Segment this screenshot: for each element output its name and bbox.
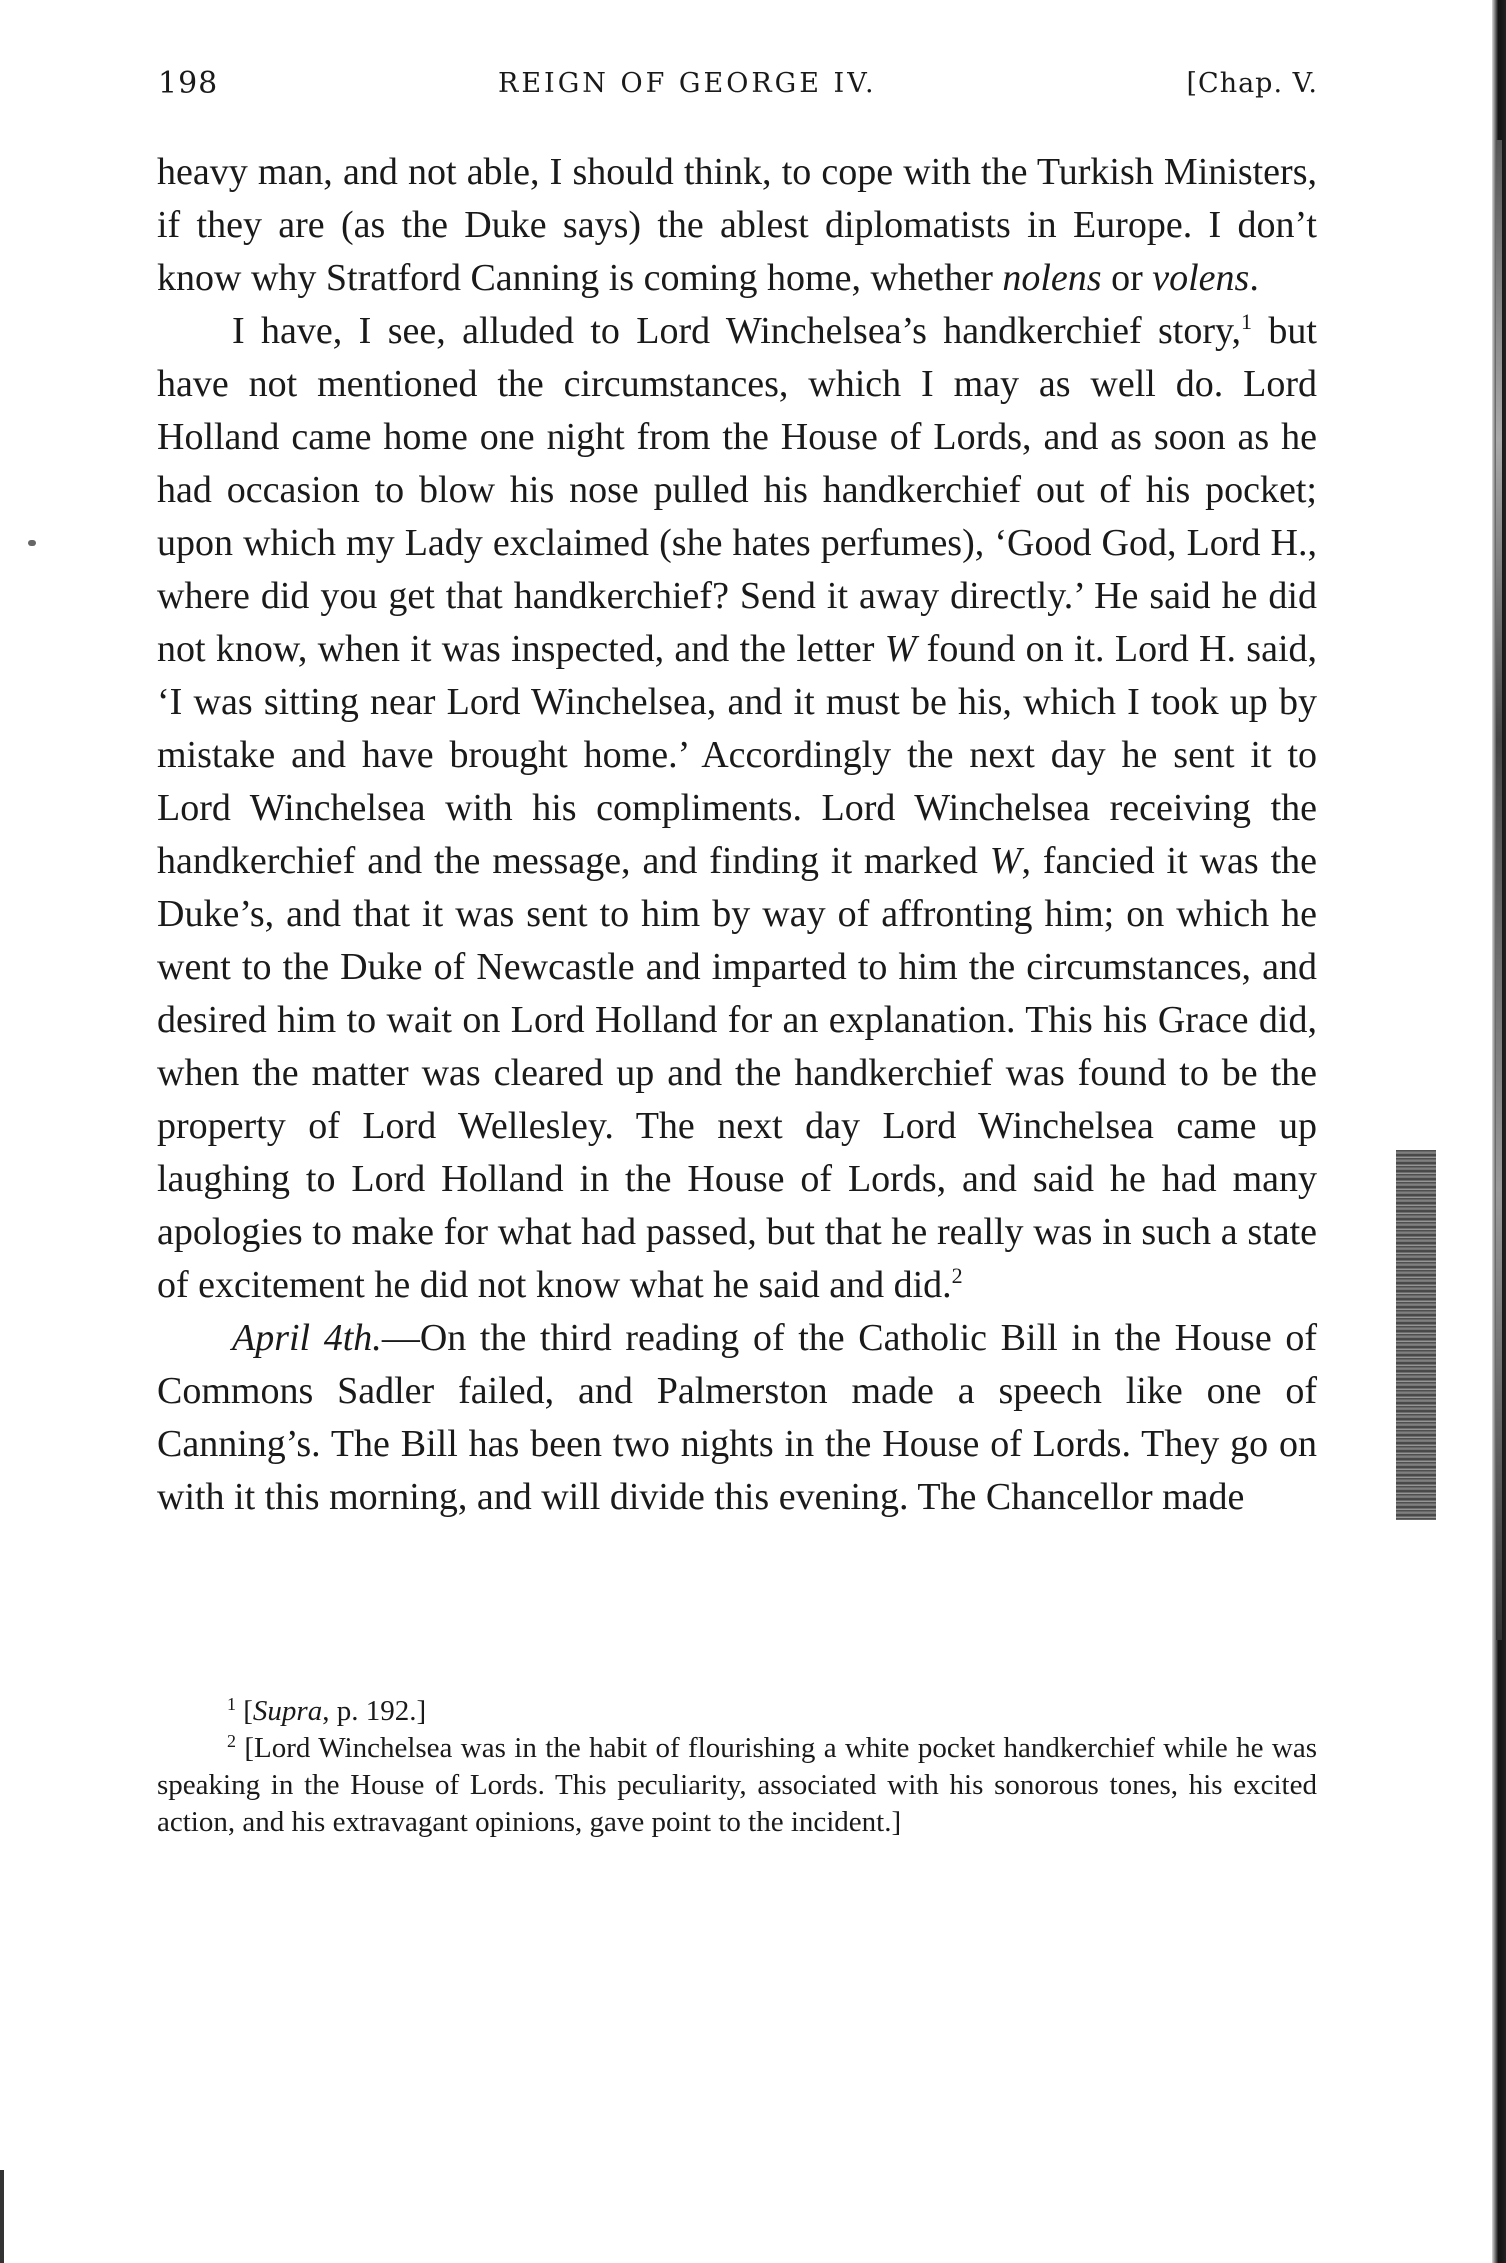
italic-text: April 4th. (232, 1317, 382, 1359)
ink-bleed-mark (1396, 1150, 1436, 1520)
text-run: , p. 192.] (322, 1695, 427, 1727)
italic-text: W (989, 840, 1022, 882)
italic-text: nolens (1002, 257, 1102, 299)
text-run: , fancied it was the Duke’s, and that it was sent to him by way of affronting him; on which he went to the Duke of Newcastle and imparted to him the circumstances, and desired him to wait on Lord Holland for an explanation. This his Grace did, when the matter was cleared up and the handkerchief was found to be the property of Lord Wellesley. The next day Lord Winchelsea came up laughing to Lord Holland in the House of Lords, and said he had many apologies to make for what had passed, but that he really was in such a state of excitement he did not know what he said and did. (157, 840, 1317, 1306)
text-run: [ (236, 1695, 253, 1727)
footnote-marker: 2 (951, 1263, 963, 1288)
text-run: [Lord Winchelsea was in the habit of flourishing a white pocket handkerchief while he was speaking in the House of Lords. This peculiarity, associated with his sonorous tones, his excited action, and his extravagant opinions, gave point to the incident.] (157, 1732, 1317, 1838)
paragraph (157, 1312, 1317, 1524)
paragraph (157, 305, 1317, 1312)
running-title: REIGN OF GEORGE IV. (498, 68, 877, 99)
text-run: found on it. Lord H. said, ‘I was sitting near Lord Winchelsea, and it must be his, which I took up by mistake and have brought home.’ Accordingly the next day he sent it to Lord Winchelsea with his compliments. Lord Winchelsea receiving the handkerchief and the message, and finding it marked (157, 628, 1318, 882)
gutter-mark (0, 2170, 4, 2263)
text-run: —On the third reading of the Catholic Bill in the House of Commons Sadler failed, and Palmerston made a speech like one of Canning’s. The Bill has been two nights in the House of Lords. They go on with it this morning, and will divide this evening. The Chancellor made (157, 1317, 1317, 1518)
footnote (157, 1730, 1317, 1841)
footnote-marker: 1 (1241, 309, 1253, 334)
footnote-marker: 1 (227, 1694, 236, 1714)
paragraph (157, 146, 1317, 305)
text-run: . (1249, 257, 1259, 299)
italic-text: volens (1152, 257, 1250, 299)
footnote (157, 1693, 1317, 1730)
footnotes (157, 1693, 1317, 1841)
chapter-reference: [Chap. V. (1186, 68, 1318, 99)
margin-speck (28, 540, 36, 546)
text-run: but have not mentioned the circumstances, which I may as well do. Lord Holland came home one night from the House of Lords, and as soon as he had occasion to blow his nose pulled his handkerchief out of his pocket; upon which my Lady exclaimed (she hates perfumes), ‘Good God, Lord H., where did you get that handkerchief? Send it away directly.’ He said he did not know, when it was inspected, and the letter (157, 310, 1317, 670)
body-text (157, 146, 1317, 1524)
page-number: 198 (158, 66, 219, 101)
text-run: I have, I see, alluded to Lord Winchelsea’s handkerchief story, (232, 310, 1242, 352)
footnote-marker: 2 (227, 1731, 236, 1751)
text-run: or (1101, 257, 1153, 299)
italic-text: W (884, 628, 917, 670)
text-run: heavy man, and not able, I should think, to cope with the Turkish Ministers, if they are (as the Duke says) the ablest diplomatists in Europe. I don’t know why Stratford Canning is coming home, whether (157, 151, 1317, 299)
italic-text: Supra (252, 1695, 323, 1727)
page-edge-gap (1496, 140, 1502, 1640)
running-header (158, 66, 1318, 110)
